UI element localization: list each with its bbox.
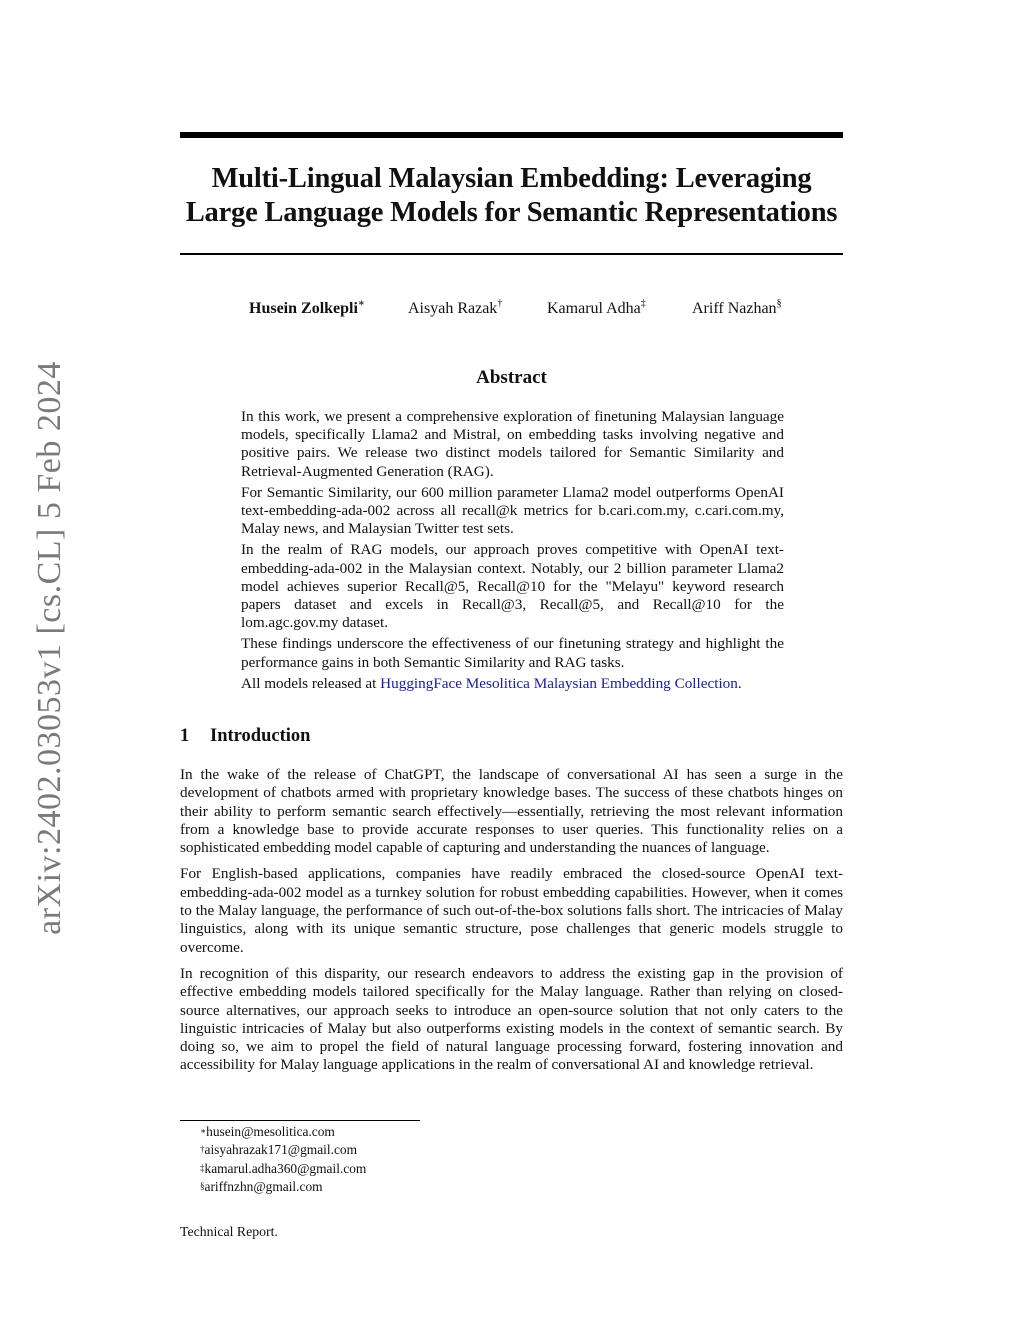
abstract-paragraph: These findings underscore the effectiveness of our finetuning strategy and highlight the performance gains in both Semantic Similarity and RAG tasks. <box>241 635 784 671</box>
release-note <box>241 675 784 693</box>
footnote <box>200 1141 366 1159</box>
paper-title <box>180 162 843 230</box>
footnote-mark: ∗ <box>200 1126 207 1136</box>
author-email: kamarul.adha360@gmail.com <box>204 1160 367 1176</box>
author <box>408 300 502 318</box>
body-paragraph: For English-based applications, companies have readily embraced the closed-source OpenAI text-embedding-ada-002 model as a turnkey solution for robust embedding capabilities. However, when it comes to the Malay language, the performance of such out-of-the-box solutions falls short. The intricacies of Malay linguistics, along with its unique semantic structure, pose challenges that generic models struggle to overcome. <box>180 865 843 956</box>
author <box>692 300 782 318</box>
author-email: husein@mesolitica.com <box>206 1124 335 1139</box>
author-email: aisyahrazak171@gmail.com <box>204 1142 358 1158</box>
author <box>249 300 365 318</box>
huggingface-collection-link[interactable]: HuggingFace Mesolitica Malaysian Embedding Collection <box>380 674 738 692</box>
abstract-paragraph: In the realm of RAG models, our approach proves competitive with OpenAI text-embedding-ada-002 in the Malaysian context. Notably, our 2 billion parameter Llama2 model achieves superior Recall@5, Recall@10 for the "Melayu" keyword research papers dataset and excels in Recall@3, Recall@5, and Recall@10 for the lom.agc.gov.my dataset. <box>241 541 784 632</box>
author <box>547 300 646 318</box>
report-label: Technical Report. <box>180 1224 278 1239</box>
author-list <box>180 300 843 322</box>
release-prefix: All models released at <box>241 674 381 692</box>
author-footnote-mark: § <box>776 298 782 309</box>
title-rule-bottom <box>180 253 843 255</box>
author-name: Ariff Nazhan <box>692 300 777 317</box>
footnote-mark: § <box>200 1180 205 1191</box>
section-title: Introduction <box>210 726 311 746</box>
title-line: Large Language Models for Semantic Representations <box>185 197 838 228</box>
abstract-heading: Abstract <box>476 367 547 388</box>
footnotes <box>200 1123 366 1196</box>
author-footnote-mark: † <box>497 298 503 309</box>
author-footnote-mark: ‡ <box>640 298 646 309</box>
author-footnote-mark: ∗ <box>357 298 365 309</box>
footnote <box>200 1178 366 1196</box>
section-heading <box>180 726 310 747</box>
section-body <box>180 766 843 1083</box>
body-paragraph: In recognition of this disparity, our research endeavors to address the existing gap in the provision of effective embedding models tailored specifically for the Malay language. Rather than relying on closed-source alternatives, our approach seeks to introduce an open-source solution that not only caters to the linguistic intricacies of Malay but also outperforms existing models in the context of semantic search. By doing so, we aim to propel the field of natural language processing forward, fostering innovation and accessibility for Malay language applications in the realm of conversational AI and knowledge retrieval. <box>180 964 843 1074</box>
title-line: Multi-Lingual Malaysian Embedding: Leveraging <box>211 163 812 194</box>
section-number: 1 <box>180 726 190 746</box>
author-email: ariffnzhn@gmail.com <box>204 1178 323 1194</box>
footnote <box>200 1123 366 1141</box>
abstract-paragraph: In this work, we present a comprehensive exploration of finetuning Malaysian language models, specifically Llama2 and Mistral, on embedding tasks involving negative and positive pairs. We release two distinct models tailored for Semantic Similarity and Retrieval-Augmented Generation (RAG). <box>241 408 784 480</box>
abstract-paragraph: For Semantic Similarity, our 600 million parameter Llama2 model outperforms OpenAI text-embedding-ada-002 across all recall@k metrics for b.cari.com.my, c.cari.com.my, Malay news, and Malaysian Twitter test sets. <box>241 483 784 538</box>
footnote-rule <box>180 1120 420 1121</box>
author-name: Husein Zolkepli <box>249 300 358 317</box>
arxiv-side-stamp <box>20 360 80 935</box>
footnote-mark: ‡ <box>200 1162 205 1173</box>
abstract-body <box>241 408 784 696</box>
release-suffix: . <box>737 674 742 692</box>
body-paragraph: In the wake of the release of ChatGPT, the landscape of conversational AI has seen a surge in the development of chatbots armed with proprietary knowledge bases. The success of these chatbots hinges on their ability to perform semantic search effectively—essentially, retrieving the most relevant information from a knowledge base to provide accurate responses to user queries. This functionality relies on a sophisticated embedding model capable of capturing and understanding the nuances of language. <box>180 766 843 857</box>
title-rule-top <box>180 132 843 138</box>
author-name: Kamarul Adha <box>547 300 641 317</box>
arxiv-identifier: arXiv:2402.03053v1 [cs.CL] 5 Feb 2024 <box>31 360 68 935</box>
footnote-mark: † <box>200 1144 205 1155</box>
footnote <box>200 1160 366 1178</box>
author-name: Aisyah Razak <box>408 300 498 317</box>
